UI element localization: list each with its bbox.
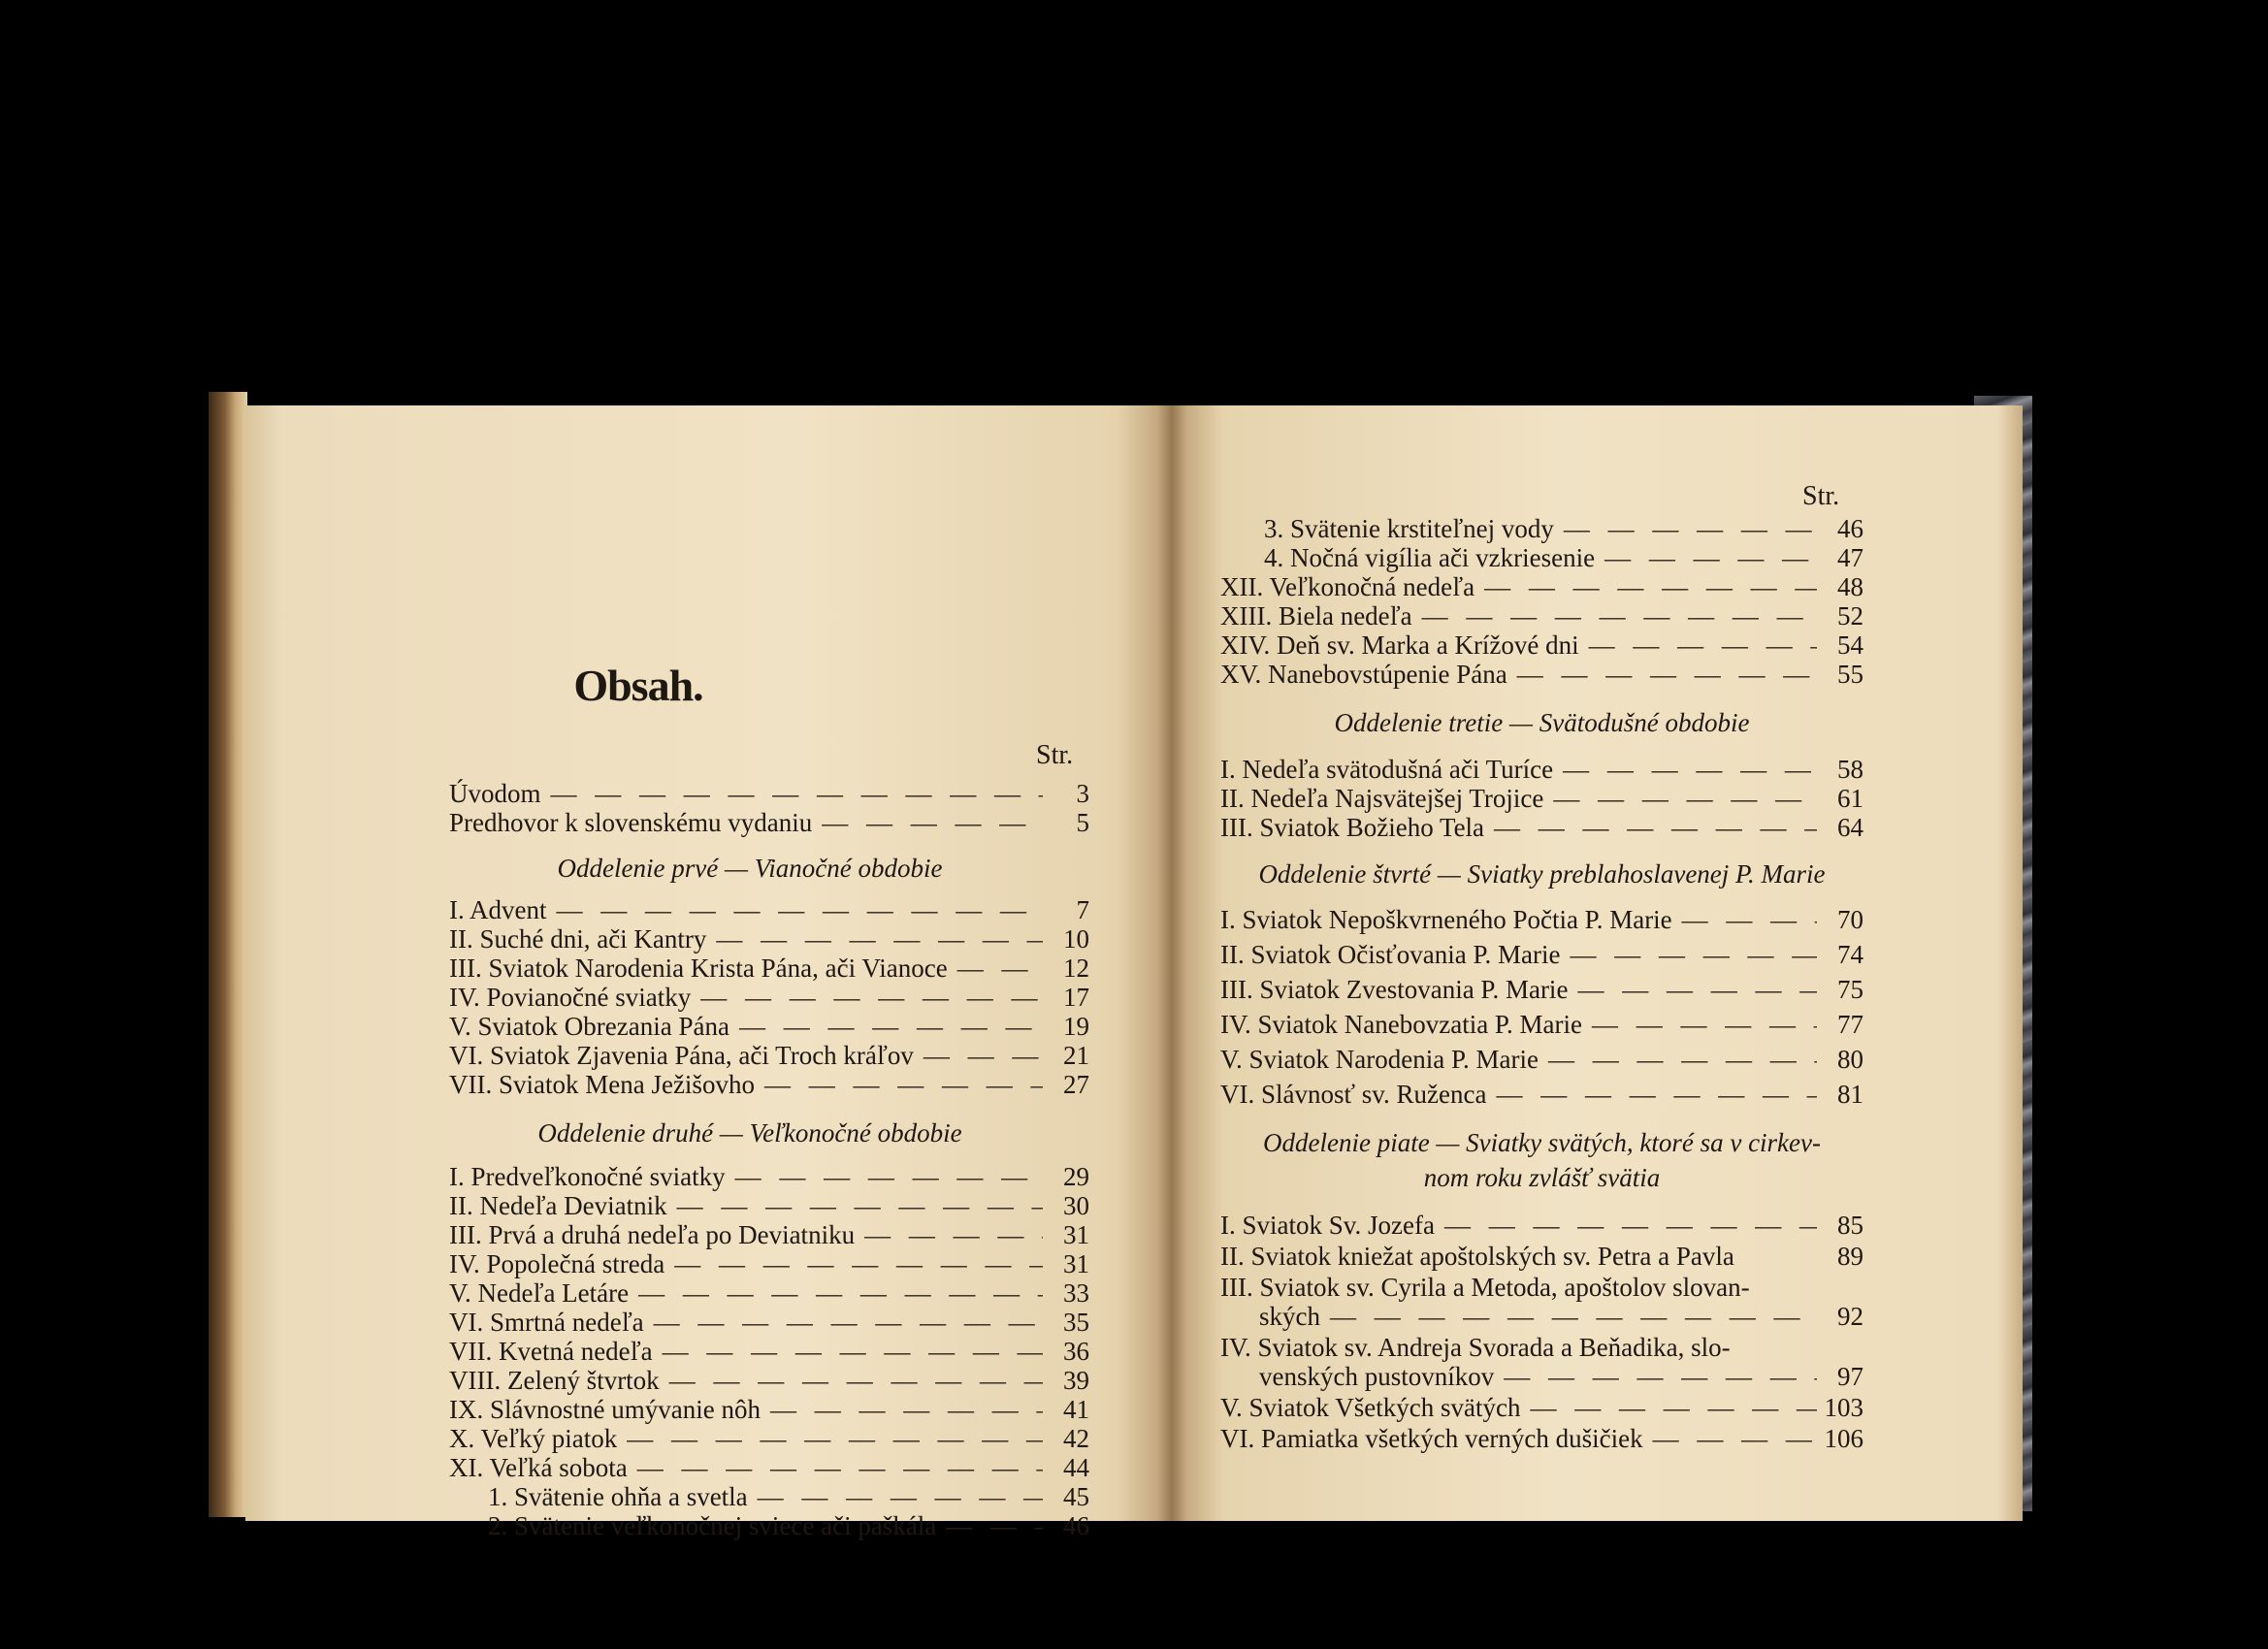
- left-page: [245, 405, 1172, 1540]
- toc-entry: II. Suché dni, ači Kantry — — — 10: [449, 924, 1089, 954]
- toc-entry: VIII. Zelený štvrtok — — — 39: [449, 1366, 1089, 1395]
- toc-entry: 1. Svätenie ohňa a svetla — — — 45: [488, 1482, 1089, 1511]
- toc-entry: III. Prvá a druhá nedeľa po Deviatniku — — — 31: [449, 1220, 1089, 1249]
- toc-entry: 2. Svätenie veľkonočnej sviece ači paškála — — — 46: [488, 1511, 1089, 1540]
- toc-entry: VI. Sviatok Zjavenia Pána, ači Troch kráľov — — — 21: [449, 1041, 1089, 1070]
- book-gutter: [1157, 405, 1186, 1521]
- toc-entry: Predhovor k slovenskému vydaniu — — — 5: [449, 808, 1089, 837]
- toc-entry: ských — — — 92: [1259, 1302, 1863, 1331]
- section-heading: Oddelenie prvé — Vianočné obdobie: [557, 854, 943, 883]
- section-heading-line: Oddelenie piate — Sviatky svätých, ktoré sa v cirkev-: [1262, 1128, 1821, 1157]
- toc-entry: VI. Pamiatka všetkých verných dušičiek — — — 106: [1220, 1424, 1863, 1453]
- toc-entry: V. Nedeľa Letáre — — — 33: [449, 1278, 1089, 1308]
- toc-entry: Úvodom — — — 3: [449, 779, 1089, 808]
- toc-entry: III. Sviatok Narodenia Krista Pána, ači Vianoce — — — 12: [449, 954, 1089, 983]
- toc-entry: V. Sviatok Narodenia P. Marie — — — 80: [1220, 1045, 1863, 1074]
- toc-entry: 3. Svätenie krstiteľnej vody — — — 46: [1264, 514, 1863, 543]
- toc-entry: XIV. Deň sv. Marka a Krížové dni — — — 54: [1220, 630, 1863, 660]
- toc-entry: VI. Smrtná nedeľa — — — 35: [449, 1308, 1089, 1337]
- toc-entry: II. Nedeľa Najsvätejšej Trojice — — — 61: [1220, 784, 1863, 813]
- toc-entry: X. Veľký piatok — — — 42: [449, 1424, 1089, 1453]
- toc-entry: IV. Sviatok sv. Andreja Svorada a Beňadika, slo-: [1220, 1333, 1731, 1362]
- toc-entry: III. Sviatok sv. Cyrila a Metoda, apoštolov slovan-: [1220, 1273, 1750, 1302]
- toc-entry: III. Sviatok Zvestovania P. Marie — — — 75: [1220, 975, 1863, 1004]
- toc-entry: XII. Veľkonočná nedeľa — — — 48: [1220, 572, 1863, 601]
- toc-entry: V. Sviatok Obrezania Pána — — — 19: [449, 1012, 1089, 1041]
- str-label: Str.: [1036, 740, 1074, 770]
- page-title: Obsah.: [573, 661, 703, 710]
- toc-entry: XV. Nanebovstúpenie Pána — — — 55: [1220, 660, 1863, 689]
- toc-entry: II. Sviatok Očisťovania P. Marie — — — 74: [1220, 940, 1863, 969]
- toc-entry: venských pustovníkov — — — 97: [1259, 1362, 1863, 1391]
- toc-entry: II. Nedeľa Deviatnik — — — 30: [449, 1191, 1089, 1220]
- toc-entry: II. Sviatok kniežat apoštolských sv. Petra a Pavla 89: [1220, 1242, 1863, 1271]
- toc-entry: 4. Nočná vigília ači vzkriesenie — — — 47: [1264, 543, 1863, 572]
- section-heading: Oddelenie druhé — Veľkonočné obdobie: [537, 1118, 962, 1148]
- section-heading-line: nom roku zvlášť svätia: [1423, 1163, 1661, 1192]
- toc-entry: XI. Veľká sobota — — — 44: [449, 1453, 1089, 1482]
- toc-entry: IV. Sviatok Nanebovzatia P. Marie — — — 77: [1220, 1010, 1863, 1039]
- toc-entry: I. Sviatok Sv. Jozefa — — — 85: [1220, 1211, 1863, 1240]
- section-heading: Oddelenie štvrté — Sviatky preblahoslavenej P. Marie: [1258, 859, 1826, 889]
- toc-entry: I. Sviatok Nepoškvrneného Počtia P. Marie — — — 70: [1220, 905, 1863, 934]
- section-heading: [1220, 1125, 1863, 1195]
- book-cover-left: [209, 392, 247, 1517]
- toc-entry: IV. Povianočné sviatky — — — 17: [449, 983, 1089, 1012]
- toc-entry: VII. Sviatok Mena Ježišovho — — — 27: [449, 1070, 1089, 1099]
- toc-entry: V. Sviatok Všetkých svätých — — — 103: [1220, 1393, 1863, 1422]
- toc-entry: I. Predveľkonočné sviatky — — — 29: [449, 1162, 1089, 1191]
- right-page: [1172, 405, 2023, 1521]
- toc-entry: III. Sviatok Božieho Tela — — — 64: [1220, 813, 1863, 842]
- toc-entry: I. Nedeľa svätodušná ači Turíce — — — 58: [1220, 755, 1863, 784]
- toc-entry: VI. Slávnosť sv. Ruženca — — — 81: [1220, 1080, 1863, 1109]
- section-heading: Oddelenie tretie — Svätodušné obdobie: [1334, 708, 1750, 737]
- toc-entry: I. Advent — — — 7: [449, 895, 1089, 924]
- toc-entry: IX. Slávnostné umývanie nôh — — — 41: [449, 1395, 1089, 1424]
- str-label: Str.: [1802, 481, 1840, 511]
- open-book: [209, 386, 2032, 1540]
- toc-entry: XIII. Biela nedeľa — — — 52: [1220, 601, 1863, 630]
- toc-entry: IV. Popolečná streda — — — 31: [449, 1249, 1089, 1278]
- toc-entry: VII. Kvetná nedeľa — — — 36: [449, 1337, 1089, 1366]
